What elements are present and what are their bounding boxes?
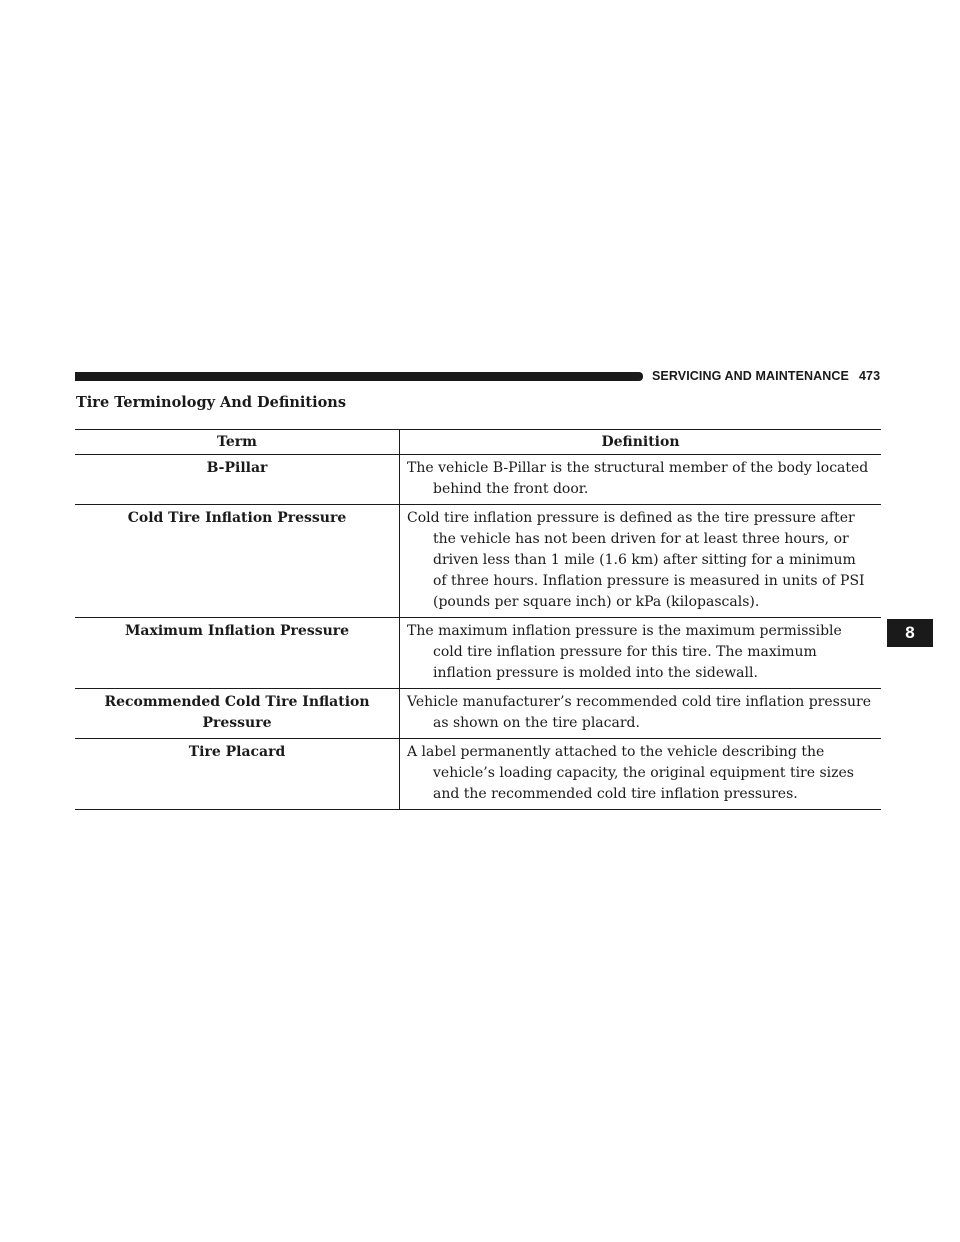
- definition-text: The vehicle B-Pillar is the structural member of the body located behind the front door.: [407, 460, 869, 497]
- definition-text: Cold tire inflation pressure is defined as the tire pressure after the vehicle has not been driven for at least three hours, or driven less than 1 mile (1.6 km) after sitting for a minimum of three hours. Inflation pressure is measured in units of PSI (pounds per square inch) or kPa (kilopascals).: [407, 510, 865, 610]
- terminology-table: [75, 429, 881, 810]
- table-row: [75, 505, 881, 618]
- term-cell: Recommended Cold Tire Inflation Pressure: [75, 689, 400, 739]
- definition-cell: [400, 455, 882, 505]
- column-header-definition: Definition: [400, 430, 882, 455]
- table-row: [75, 739, 881, 810]
- table-row: [75, 455, 881, 505]
- table-row: [75, 618, 881, 689]
- definition-text: A label permanently attached to the vehicle describing the vehicle’s loading capacity, the original equipment tire sizes and the recommended cold tire inflation pressures.: [407, 744, 854, 802]
- definition-cell: [400, 618, 882, 689]
- section-title: Tire Terminology And Definitions: [76, 394, 347, 411]
- table-row: [75, 689, 881, 739]
- header-rule: [75, 372, 643, 381]
- page-number: 473: [858, 369, 881, 383]
- term-cell: Maximum Inflation Pressure: [75, 618, 400, 689]
- term-cell: B-Pillar: [75, 455, 400, 505]
- running-header: [652, 369, 880, 383]
- definition-text: Vehicle manufacturer’s recommended cold tire inflation pressure as shown on the tire placard.: [407, 694, 872, 731]
- chapter-tab: 8: [887, 619, 933, 647]
- table-header-row: [75, 430, 881, 455]
- definition-cell: [400, 689, 882, 739]
- term-cell: Cold Tire Inflation Pressure: [75, 505, 400, 618]
- column-header-term: Term: [75, 430, 400, 455]
- term-cell: Tire Placard: [75, 739, 400, 810]
- definition-text: The maximum inflation pressure is the maximum permissible cold tire inflation pressure for this tire. The maximum inflation pressure is molded into the sidewall.: [407, 623, 842, 681]
- header-section-title: SERVICING AND MAINTENANCE: [652, 369, 849, 383]
- definition-cell: [400, 739, 882, 810]
- definition-cell: [400, 505, 882, 618]
